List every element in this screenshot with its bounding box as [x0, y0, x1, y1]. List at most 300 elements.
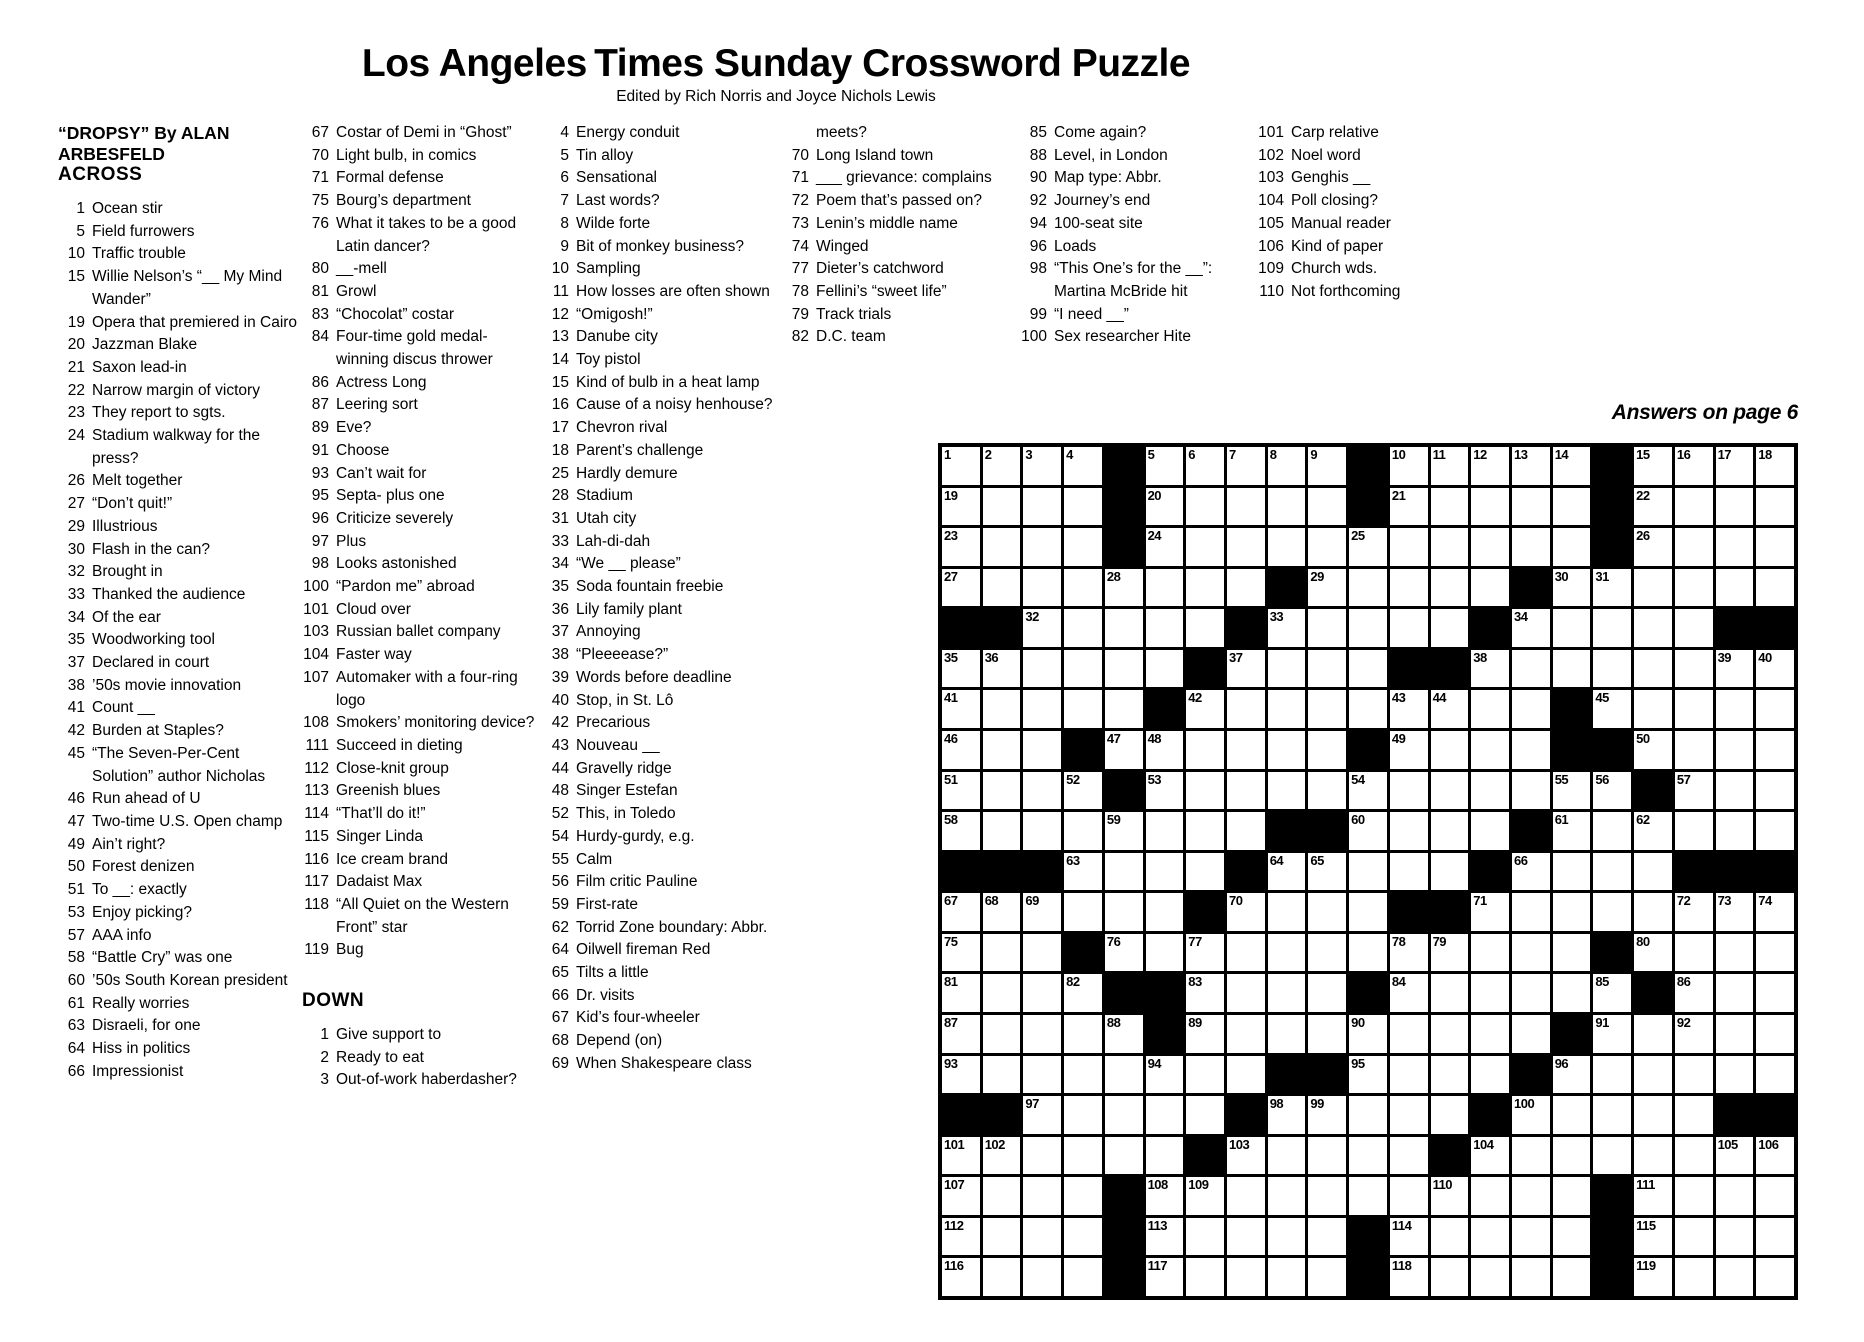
clue-text: Burden at Staples?	[92, 722, 224, 740]
grid-cell	[1593, 569, 1631, 607]
grid-cell	[942, 1218, 980, 1256]
grid-cell-number: 72	[1676, 893, 1691, 909]
grid-cell-number: 75	[944, 933, 958, 949]
clue	[782, 145, 1024, 168]
grid-cell	[1105, 650, 1143, 688]
grid-cell-black	[1268, 812, 1306, 850]
grid-cell-black	[1064, 731, 1102, 769]
grid-cell	[1431, 447, 1469, 485]
grid-cell	[1471, 974, 1509, 1012]
grid-cell	[1349, 772, 1387, 810]
grid-cell	[1634, 447, 1672, 485]
clue-number: 89	[311, 419, 329, 437]
grid-cell-black	[1349, 731, 1387, 769]
grid-cell-number: 117	[1147, 1258, 1168, 1274]
clue-number: 82	[791, 328, 809, 346]
grid-cell	[1675, 447, 1713, 485]
grid-cell-black	[1634, 974, 1672, 1012]
clue-number: 24	[67, 427, 85, 445]
grid-cell	[1308, 1258, 1346, 1296]
clue-number: 8	[560, 214, 569, 232]
grid-cell	[1146, 1177, 1184, 1215]
grid-cell	[1756, 1056, 1794, 1094]
grid-cell	[1105, 1137, 1143, 1175]
clue	[1020, 145, 1260, 168]
grid-cell	[1349, 1137, 1387, 1175]
grid-cell-number: 63	[1066, 852, 1080, 868]
grid-cell	[1186, 447, 1224, 485]
grid-cell-black	[1390, 893, 1428, 931]
grid-cell	[1593, 974, 1631, 1012]
clue	[782, 122, 1024, 145]
clue	[542, 667, 780, 690]
clue	[58, 834, 303, 857]
grid-cell	[1675, 1015, 1713, 1053]
grid-cell	[1186, 974, 1224, 1012]
grid-cell-black	[1146, 974, 1184, 1012]
grid-cell-number: 92	[1676, 1015, 1691, 1030]
clue-number: 35	[551, 578, 569, 596]
clue-number: 32	[67, 563, 85, 581]
grid-cell	[1023, 1056, 1061, 1094]
clue	[302, 440, 540, 463]
grid-cell-number: 56	[1595, 771, 1609, 787]
grid-cell-black	[1105, 528, 1143, 566]
clue	[302, 803, 540, 826]
clue-text: ___ grievance: complains	[816, 169, 992, 187]
clue-text: “Pardon me” abroad	[336, 578, 475, 596]
clue	[58, 1015, 303, 1038]
grid-cell-black	[1186, 1137, 1224, 1175]
grid-cell	[1471, 650, 1509, 688]
clue	[782, 281, 1024, 304]
grid-cell	[1227, 650, 1265, 688]
grid-cell	[1431, 1177, 1469, 1215]
clue-number: 110	[1259, 282, 1284, 300]
clue-number: 81	[311, 282, 329, 300]
clue-number: 98	[311, 555, 329, 573]
clue-text: Gravelly ridge	[576, 759, 672, 777]
grid-cell	[983, 569, 1021, 607]
clue	[302, 939, 540, 962]
grid-cell	[1308, 488, 1346, 526]
grid-cell	[1227, 772, 1265, 810]
clue-number: 67	[311, 124, 329, 141]
clue	[542, 985, 780, 1008]
clue-number: 97	[311, 532, 329, 550]
grid-cell	[1227, 812, 1265, 850]
clue	[542, 394, 780, 417]
grid-cell	[1023, 528, 1061, 566]
clue-text: Sex researcher Hite	[1054, 328, 1191, 346]
grid-cell	[983, 447, 1021, 485]
clue-text: Thanked the audience	[92, 585, 246, 603]
clue-text: Four-time gold medal-winning discus thrower	[336, 328, 493, 369]
grid-cell	[1186, 1015, 1224, 1053]
clue-text: Melt together	[92, 472, 183, 490]
page-title: Los Angeles Times Sunday Crossword Puzzle	[361, 42, 1191, 85]
clue-text: Field furrowers	[92, 222, 195, 240]
clue	[542, 917, 780, 940]
clue-text: Ain’t right?	[92, 835, 166, 853]
clue	[782, 258, 1024, 281]
clue-text: Bug	[336, 941, 364, 959]
clue-text: Lah-di-dah	[576, 532, 651, 550]
clue-number: 35	[67, 631, 85, 649]
clue-column-4	[782, 122, 1024, 349]
grid-cell	[1512, 1258, 1550, 1296]
grid-cell	[1512, 731, 1550, 769]
grid-cell	[1756, 974, 1794, 1012]
grid-cell	[1308, 772, 1346, 810]
clue-text: Cause of a noisy henhouse?	[576, 396, 773, 414]
grid-cell	[1512, 772, 1550, 810]
grid-cell	[1064, 1218, 1102, 1256]
grid-cell-black	[1349, 447, 1387, 485]
grid-cell-number: 73	[1717, 893, 1732, 909]
grid-cell	[1064, 488, 1102, 526]
clue	[58, 334, 303, 357]
clue-number: 48	[551, 782, 569, 800]
clue	[542, 735, 780, 758]
clue-text: Genghis __	[1291, 169, 1371, 187]
grid-cell-number: 108	[1147, 1177, 1168, 1193]
grid-cell	[1390, 447, 1428, 485]
clue-number: 56	[551, 873, 569, 891]
clue-text: Nouveau __	[576, 736, 660, 754]
grid-cell-black	[1105, 772, 1143, 810]
grid-cell	[983, 690, 1021, 728]
grid-cell	[1756, 569, 1794, 607]
grid-cell	[942, 650, 980, 688]
clue	[542, 758, 780, 781]
clue-number: 37	[67, 654, 85, 672]
clue-number: 17	[551, 419, 569, 437]
grid-cell-number: 21	[1391, 487, 1406, 503]
clue-text: Count __	[92, 699, 155, 717]
grid-cell-black	[983, 609, 1021, 647]
clue-number: 46	[67, 790, 85, 808]
clue	[58, 516, 303, 539]
clue-text: Tilts a little	[576, 964, 649, 982]
clue-number: 100	[303, 578, 329, 596]
grid-cell	[1308, 731, 1346, 769]
grid-cell-black	[1268, 1056, 1306, 1094]
clue-text: Impressionist	[92, 1062, 184, 1080]
grid-cell	[1634, 528, 1672, 566]
clue-text: Choose	[336, 441, 390, 459]
grid-cell-number: 45	[1595, 690, 1609, 706]
grid-cell	[1756, 1258, 1794, 1296]
grid-cell	[1553, 772, 1591, 810]
clue-number: 5	[76, 222, 85, 240]
grid-cell	[1756, 772, 1794, 810]
clue-text: Declared in court	[92, 654, 210, 672]
grid-cell	[1390, 528, 1428, 566]
grid-cell	[1349, 893, 1387, 931]
grid-cell	[1756, 447, 1794, 485]
grid-cell-number: 112	[944, 1217, 964, 1233]
grid-cell-black	[1471, 609, 1509, 647]
clue-number: 119	[304, 941, 329, 959]
grid-cell-black	[1512, 1056, 1550, 1094]
grid-cell	[1308, 1015, 1346, 1053]
grid-cell	[1105, 690, 1143, 728]
clue	[302, 553, 540, 576]
clue	[542, 326, 780, 349]
clue-text: Cloud over	[336, 600, 411, 618]
grid-cell-black	[1756, 853, 1794, 891]
grid-cell-number: 100	[1514, 1096, 1535, 1112]
clue-number: 21	[67, 358, 85, 376]
grid-cell	[1716, 1056, 1754, 1094]
clue	[302, 712, 540, 735]
grid-cell	[1146, 772, 1184, 810]
grid-cell	[1716, 1218, 1754, 1256]
clue-number: 70	[791, 146, 809, 164]
clue-text: Winged	[816, 237, 869, 255]
clue-number: 113	[304, 782, 329, 800]
clue-text: Brought in	[92, 563, 163, 581]
clue-text: AAA info	[92, 926, 152, 944]
clue	[58, 198, 303, 221]
clue-text: Bourg’s department	[336, 192, 471, 210]
grid-cell	[942, 731, 980, 769]
grid-cell	[1390, 1258, 1428, 1296]
clue-number: 103	[303, 623, 329, 641]
grid-cell	[1675, 1056, 1713, 1094]
clue-number: 59	[551, 895, 569, 913]
clue-column-2	[302, 122, 540, 1092]
grid-cell-black	[1105, 974, 1143, 1012]
grid-cell	[1716, 569, 1754, 607]
grid-cell-number: 22	[1636, 487, 1650, 503]
grid-cell	[1756, 893, 1794, 931]
grid-cell	[1105, 1056, 1143, 1094]
grid-cell	[1064, 690, 1102, 728]
clue-text: Traffic trouble	[92, 245, 186, 263]
grid-cell-black	[1308, 812, 1346, 850]
grid-cell-number: 83	[1188, 974, 1202, 990]
grid-cell	[1268, 974, 1306, 1012]
grid-cell-black	[1593, 1177, 1631, 1215]
grid-cell	[1675, 488, 1713, 526]
clue	[58, 266, 303, 311]
grid-cell	[1716, 974, 1754, 1012]
clue-text: Last words?	[576, 192, 660, 210]
grid-cell	[1756, 812, 1794, 850]
clue-number: 27	[67, 495, 85, 513]
clue-number: 44	[551, 759, 569, 777]
grid-cell	[1064, 447, 1102, 485]
clue-number: 33	[67, 585, 85, 603]
grid-cell-black	[1593, 1218, 1631, 1256]
clue-text: Film critic Pauline	[576, 873, 698, 891]
clue-number: 76	[311, 214, 329, 232]
clue-text: Opera that premiered in Cairo	[92, 313, 298, 331]
clue-text: Bit of monkey business?	[576, 237, 745, 255]
grid-cell	[1756, 934, 1794, 972]
grid-cell	[1675, 772, 1713, 810]
grid-cell	[1553, 528, 1591, 566]
grid-cell-number: 88	[1106, 1015, 1121, 1030]
clue-number: 36	[551, 600, 569, 618]
grid-cell	[1512, 1218, 1550, 1256]
grid-cell-number: 109	[1188, 1177, 1209, 1193]
grid-cell	[1268, 1137, 1306, 1175]
grid-cell	[1512, 609, 1550, 647]
clue-number: 28	[551, 487, 569, 505]
clue	[302, 258, 540, 281]
clue-number: 42	[67, 722, 85, 740]
grid-cell-black	[1023, 853, 1061, 891]
grid-cell-number: 41	[944, 690, 958, 706]
grid-cell	[1308, 447, 1346, 485]
grid-cell	[1349, 853, 1387, 891]
clue-number: 29	[67, 517, 85, 535]
grid-cell	[1105, 1096, 1143, 1134]
grid-cell-number: 69	[1025, 893, 1039, 909]
grid-cell-number: 76	[1106, 933, 1121, 949]
grid-cell	[1227, 1137, 1265, 1175]
grid-cell-number: 7	[1229, 447, 1236, 462]
clue-text: Long Island town	[816, 146, 934, 164]
grid-cell	[1349, 690, 1387, 728]
grid-cell-number: 24	[1147, 528, 1162, 544]
clue-number: 63	[67, 1017, 85, 1035]
grid-cell	[1064, 893, 1102, 931]
grid-cell	[1675, 934, 1713, 972]
grid-cell	[1349, 650, 1387, 688]
clue	[58, 652, 303, 675]
clue	[1020, 258, 1260, 303]
clue-text: Carp relative	[1291, 124, 1379, 141]
grid-cell	[1390, 609, 1428, 647]
clue-text: Calm	[576, 850, 613, 868]
clue-text: Soda fountain freebie	[576, 578, 724, 596]
clue-text: Enjoy picking?	[92, 903, 192, 921]
grid-cell-number: 97	[1025, 1096, 1039, 1112]
clue-text: meets?	[816, 124, 867, 141]
grid-cell	[1023, 1258, 1061, 1296]
clue-number: 34	[67, 608, 85, 626]
grid-cell	[1553, 812, 1591, 850]
grid-cell	[1716, 772, 1754, 810]
clue	[542, 1053, 780, 1076]
grid-cell	[942, 934, 980, 972]
grid-cell	[1186, 528, 1224, 566]
grid-cell-number: 9	[1310, 447, 1318, 462]
clue-number: 109	[1258, 260, 1284, 278]
grid-cell	[942, 1177, 980, 1215]
grid-cell	[1634, 812, 1672, 850]
grid-cell	[942, 1015, 980, 1053]
clue	[302, 621, 540, 644]
grid-cell	[1268, 731, 1306, 769]
clue	[542, 621, 780, 644]
clue-number: 96	[1029, 237, 1047, 255]
clue-number: 38	[551, 646, 569, 664]
grid-cell	[983, 893, 1021, 931]
grid-cell-number: 107	[944, 1177, 965, 1193]
grid-cell-number: 5	[1147, 447, 1155, 462]
grid-cell-black	[1349, 1218, 1387, 1256]
grid-cell	[1227, 1218, 1265, 1256]
clue-text: Formal defense	[336, 169, 444, 187]
grid-cell-number: 34	[1514, 609, 1528, 625]
grid-cell	[1716, 1177, 1754, 1215]
clue	[302, 394, 540, 417]
grid-cell-number: 66	[1514, 852, 1528, 868]
clue-text: Energy conduit	[576, 124, 680, 141]
grid-cell	[1512, 447, 1550, 485]
clue-number: 34	[551, 555, 569, 573]
grid-cell-number: 17	[1717, 447, 1732, 462]
grid-cell-black	[1471, 1096, 1509, 1134]
grid-cell	[1756, 488, 1794, 526]
grid-cell	[1308, 1096, 1346, 1134]
clue-number: 13	[551, 328, 569, 346]
clue	[58, 402, 303, 425]
clue-number: 70	[311, 146, 329, 164]
grid-cell	[1390, 853, 1428, 891]
clue-text: Saxon lead-in	[92, 358, 187, 376]
clue	[542, 939, 780, 962]
clue-number: 77	[791, 260, 809, 278]
clue	[58, 539, 303, 562]
clue-text: Hardly demure	[576, 464, 678, 482]
grid-cell	[1146, 447, 1184, 485]
grid-cell	[1227, 447, 1265, 485]
grid-cell	[1308, 528, 1346, 566]
clue-text: Illustrious	[92, 517, 158, 535]
grid-cell	[1023, 447, 1061, 485]
grid-cell	[1349, 1177, 1387, 1215]
clue-number: 40	[551, 691, 569, 709]
grid-cell-black	[1675, 853, 1713, 891]
clue-text: To __: exactly	[92, 881, 187, 899]
clue-number: 92	[1029, 192, 1047, 210]
grid-cell	[1593, 1096, 1631, 1134]
clue-number: 57	[67, 926, 85, 944]
clue-text: Sensational	[576, 169, 658, 187]
clue	[302, 894, 540, 939]
grid-cell-number: 47	[1106, 731, 1121, 746]
clue-number: 116	[304, 850, 329, 868]
grid-cell	[1064, 609, 1102, 647]
grid-cell-number: 111	[1636, 1177, 1655, 1193]
grid-cell-black	[983, 853, 1021, 891]
clue-number: 88	[1029, 146, 1047, 164]
grid-cell	[942, 569, 980, 607]
grid-cell	[1064, 853, 1102, 891]
grid-cell-number: 106	[1758, 1136, 1779, 1152]
grid-cell-black	[1268, 569, 1306, 607]
clue-number: 90	[1029, 169, 1047, 187]
grid-cell	[1023, 772, 1061, 810]
clue	[542, 576, 780, 599]
clue-number: 49	[67, 835, 85, 853]
clue-text: Septa- plus one	[336, 487, 445, 505]
grid-cell	[983, 1177, 1021, 1215]
clue-text: Of the ear	[92, 608, 161, 626]
clue-number: 99	[1029, 305, 1047, 323]
clue	[302, 463, 540, 486]
grid-cell-number: 102	[984, 1136, 1005, 1152]
grid-cell	[1756, 528, 1794, 566]
grid-cell	[1105, 731, 1143, 769]
clue-text: “This One’s for the __”: Martina McBride hit	[1054, 260, 1213, 300]
